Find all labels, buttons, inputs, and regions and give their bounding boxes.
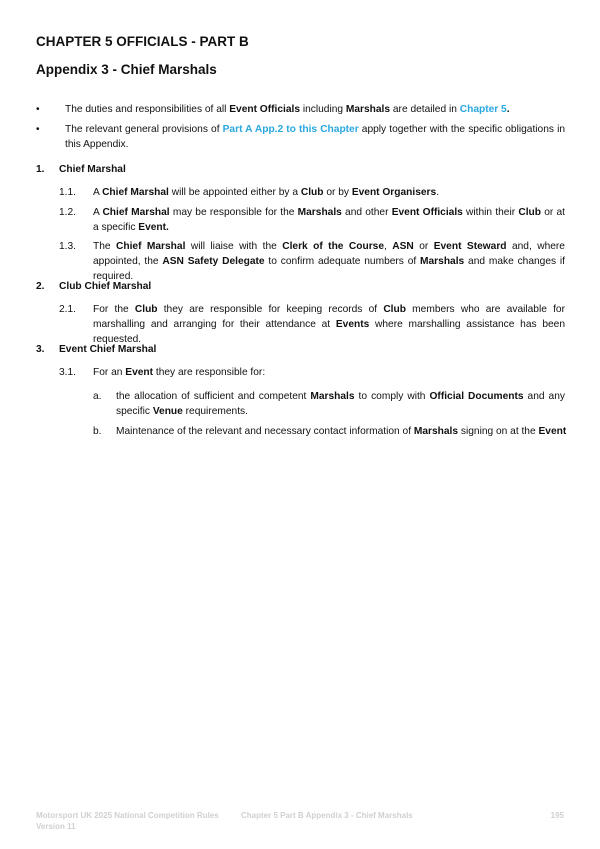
clause-number: 1.3. bbox=[59, 241, 76, 252]
chapter-title: CHAPTER 5 OFFICIALS - PART B bbox=[36, 34, 249, 49]
section-3-number: 3. bbox=[36, 344, 45, 355]
item-label: a. bbox=[93, 391, 102, 402]
footer-version: Version 11 bbox=[36, 822, 76, 831]
item-label: b. bbox=[93, 426, 102, 437]
clause-1-1: A Chief Marshal will be appointed either by a Club or by Event Organisers. bbox=[93, 187, 440, 198]
clause-1-3: The Chief Marshal will liaise with the Clerk of the Course, ASN or Event Steward and, where appointed, the ASN Safety Delegate to confirm adequate numbers of Marshals and make changes if required. bbox=[93, 241, 565, 282]
bullet-marker: • bbox=[36, 104, 40, 115]
footer-publication-title: Motorsport UK 2025 National Competition Rules bbox=[36, 811, 219, 820]
chapter-5-link[interactable]: Chapter 5 bbox=[459, 104, 507, 115]
intro-bullet-1: The duties and responsibilities of all Event Officials including Marshals are detailed in Chapter 5. bbox=[65, 104, 510, 115]
section-1-title: Chief Marshal bbox=[59, 164, 126, 175]
clause-2-1: For the Club they are responsible for keeping records of Club members who are available for marshalling and arranging for their attendance at Events where marshalling assistance has been requested. bbox=[93, 304, 565, 345]
clause-1-2: A Chief Marshal may be responsible for the Marshals and other Event Officials within their Club or at a specific Event. bbox=[93, 207, 565, 233]
footer-publication bbox=[36, 810, 219, 832]
footer-section: Chapter 5 Part B Appendix 3 - Chief Marshals bbox=[241, 811, 413, 820]
clause-number: 2.1. bbox=[59, 304, 76, 315]
page-number: 195 bbox=[550, 811, 564, 820]
clause-number: 1.2. bbox=[59, 207, 76, 218]
section-3-title: Event Chief Marshal bbox=[59, 344, 157, 355]
item-a: the allocation of sufficient and competent Marshals to comply with Official Documents and any specific Venue requirements. bbox=[116, 391, 565, 417]
clause-3-1: For an Event they are responsible for: bbox=[93, 367, 266, 378]
part-a-app2-link[interactable]: Part A App.2 to this Chapter bbox=[222, 124, 359, 135]
section-2-number: 2. bbox=[36, 281, 45, 292]
bullet-marker: • bbox=[36, 124, 40, 135]
clause-number: 3.1. bbox=[59, 367, 76, 378]
section-2-title: Club Chief Marshal bbox=[59, 281, 152, 292]
item-b: Maintenance of the relevant and necessary contact information of Marshals signing on at the Event bbox=[116, 426, 567, 437]
clause-number: 1.1. bbox=[59, 187, 76, 198]
section-1-number: 1. bbox=[36, 164, 45, 175]
intro-bullet-2: The relevant general provisions of Part A App.2 to this Chapter apply together with the specific obligations in this Appendix. bbox=[65, 124, 565, 150]
appendix-title: Appendix 3 - Chief Marshals bbox=[36, 62, 217, 77]
